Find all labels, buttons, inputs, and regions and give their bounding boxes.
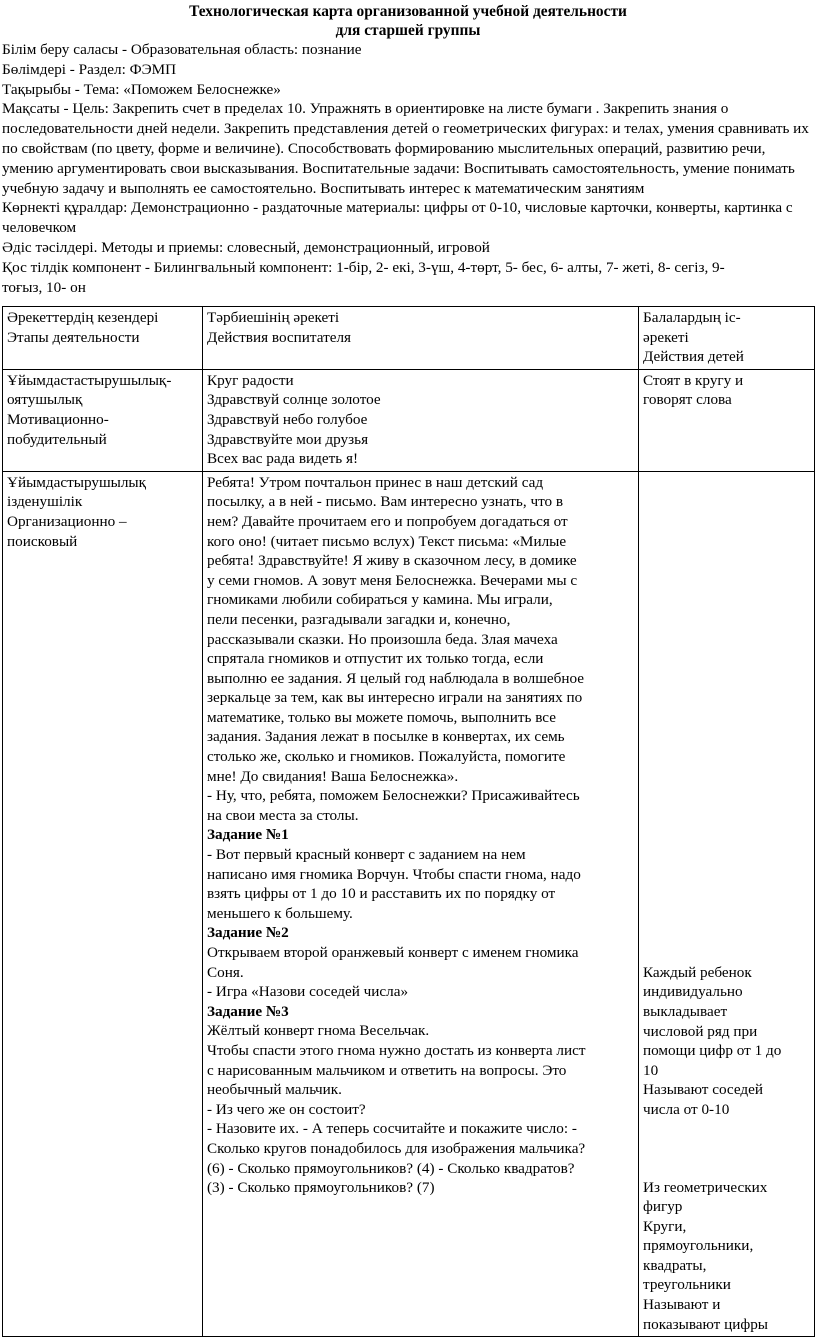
header-children-kz-2: әрекеті [643,328,689,346]
children-spacer [643,473,811,963]
letter-line: у семи гномов. А зовут меня Белоснежка. Вечерами мы с [207,571,578,589]
children-task-1-line: 10 [643,1061,659,1079]
letter-line: мне! До свидания! Ваша Белоснежка». [207,767,459,785]
letter-line: на свои места за столы. [207,806,359,824]
children-task-1-line: индивидуально [643,983,743,1001]
row1-teacher [203,369,639,471]
row1-stage-line: оятушылық [7,391,83,409]
title-line-1: Технологическая карта организованной учебной деятельности [189,3,627,20]
children-task-3-line: Называют и [643,1296,721,1314]
row1-teacher-line: Круг радости [207,371,294,389]
header-children-ru: Действия детей [643,348,744,366]
materials: Көрнекті құралдар: Демонстрационно - раздаточные материалы: цифры от 0-10, числовые карточки, конверты, картинка с человечком [2,199,793,237]
task-3-line: (6) - Сколько прямоугольников? (4) - Сколько квадратов? [207,1159,575,1177]
letter-line: рассказывали сказки. Но произошла беда. Злая мачеха [207,630,558,648]
children-task-1-line: помощи цифр от 1 до [643,1042,782,1060]
section: Бөлімдері - Раздел: ФЭМП [2,60,177,78]
letter-line: кого оно! (читает письмо вслух) Текст письма: «Милые [207,532,567,550]
children-task-3-line: треугольники [643,1276,731,1294]
row1-teacher-line: Всех вас рада видеть я! [207,450,359,468]
task-3-line: - Из чего же он состоит? [207,1100,366,1118]
task-3-line: Чтобы спасти этого гнома нужно достать из конверта лист [207,1041,586,1059]
header-teacher-kz: Тәрбиешінің әрекеті [207,309,340,326]
row1-children-line: говорят слова [643,391,732,409]
title-line-2: для старшей группы [335,22,481,39]
children-task-1-line: числовой ряд при [643,1022,758,1040]
table-header-row [3,307,815,370]
header-stages-kz: Әрекеттердің кезендері [7,309,159,326]
task-2-line: - Игра «Назови соседей числа» [207,983,409,1001]
row1-teacher-line: Здравствуй небо голубое [207,410,368,428]
topic: Тақырыбы - Тема: «Поможем Белоснежке» [2,80,281,98]
table-row-motivational [3,369,815,471]
letter-line: посылку, а в ней - письмо. Вам интересно узнать, что в [207,493,564,511]
row2-stage-line: поисковый [7,532,78,550]
letter-line: гномиками любили собираться у камина. Мы играли, [207,591,553,609]
children-task-3-line: Круги, [643,1217,687,1235]
header-stages-ru: Этапы деятельности [7,328,140,346]
task-3-line: (3) - Сколько прямоугольников? (7) [207,1179,435,1197]
letter-line: зеркальце за тем, как вы интересно играли на занятиях по [207,689,583,707]
row2-teacher [203,471,639,1337]
row1-children-line: Стоят в кругу и [643,371,744,389]
children-task-2-line: Называют соседей [643,1081,763,1099]
task-2-line: Соня. [207,963,244,981]
children-task-3-line: Из геометрических [643,1178,768,1196]
letter-line: задания. Задания лежат в посылке в конвертах, их семь [207,728,565,746]
document-title [2,2,814,40]
task-1-line: - Вот первый красный конверт с заданием на нем [207,846,526,864]
goal: Мақсаты - Цель: Закрепить счет в пределах 10. Упражнять в ориентировке на листе бумаги . Закрепить знания о последовательности дней недели. Закрепить представления детей о геометрических фигурах: и телах, умения сравнивать их по свойствам (по цвету, форме и величине). Способствовать формированию мыслительных операций, развитию речи, умению аргументировать свои высказывания. Воспитательные задачи: Воспитывать самостоятельность, умение понимать учебную задачу и выполнять ее самостоятельно. Воспитывать интерес к математическим занятиям [2,100,809,197]
methods: Әдіс тәсілдері. Методы и приемы: словесный, демонстрационный, игровой [2,238,490,256]
children-task-3-line: квадраты, [643,1256,707,1274]
task-1-title: Задание №1 [207,826,289,844]
header-children [639,307,815,370]
letter-line: - Ну, что, ребята, поможем Белоснежки? Присаживайтесь [207,787,580,805]
letter-line: выполню ее задания. Я целый год наблюдала в волшебное [207,669,585,687]
letter-line: математике, только вы можете помочь, выполнить все [207,708,556,726]
row1-children [639,369,815,471]
task-3-line: - Назовите их. - А теперь сосчитайте и покажите число: - [207,1120,577,1138]
task-1-line: написано имя гномика Ворчун. Чтобы спасти гнома, надо [207,865,581,883]
children-task-2-line: числа от 0-10 [643,1100,730,1118]
educational-area: Білім беру саласы - Образовательная область: познание [2,41,362,58]
row1-stage-line: Ұйымдастастырушылық- [7,371,172,389]
row2-stage-line: Ұйымдастырушылық [7,473,147,491]
header-stages [3,307,203,370]
letter-line: спрятала гномиков и отпустит их только тогда, если [207,650,544,668]
task-2-title: Задание №2 [207,924,289,942]
table-row-organizational [3,471,815,1337]
row1-stage [3,369,203,471]
children-task-3-line: прямоугольники, [643,1237,754,1255]
letter-line: столько же, сколько и гномиков. Пожалуйста, помогите [207,748,566,766]
children-task-3-line: фигур [643,1198,683,1216]
header-children-kz-1: Балалардың іс- [643,309,741,326]
row1-stage-line: Мотивационно- [7,410,109,428]
task-3-line: необычный мальчик. [207,1081,342,1099]
header-teacher [203,307,639,370]
header-teacher-ru: Действия воспитателя [207,328,352,346]
task-1-line: меньшего к большему. [207,904,353,922]
children-spacer [643,1120,811,1178]
bilingual-component-line-2: тоғыз, 10- он [2,278,86,296]
row2-stage-line: Организационно – [7,512,127,530]
row2-children [639,471,815,1337]
task-1-line: взять цифры от 1 до 10 и расставить их по порядку от [207,885,556,903]
task-3-line: с нарисованным мальчиком и ответить на вопросы. Это [207,1061,567,1079]
row2-stage [3,471,203,1337]
letter-line: ребята! Здравствуйте! Я живу в сказочном лесу, в домике [207,552,577,570]
children-task-1-line: выкладывает [643,1002,728,1020]
task-3-line: Сколько кругов понадобилось для изображения мальчика? [207,1139,586,1157]
row1-teacher-line: Здравствуй солнце золотое [207,391,381,409]
row1-teacher-line: Здравствуйте мои друзья [207,430,369,448]
letter-line: пели песенки, разгадывали загадки и, конечно, [207,610,511,628]
row1-stage-line: побудительный [7,430,107,448]
lesson-plan-table [2,306,815,1337]
children-task-1-line: Каждый ребенок [643,963,752,981]
letter-line: нем? Давайте прочитаем его и попробуем догадаться от [207,512,568,530]
children-task-3-line: показывают цифры [643,1315,768,1333]
row2-stage-line: ізденушілік [7,493,83,511]
lesson-meta [2,40,814,297]
letter-line: Ребята! Утром почтальон принес в наш детский сад [207,473,544,491]
document-page [2,2,814,297]
task-3-line: Жёлтый конверт гнома Весельчак. [207,1022,430,1040]
task-2-line: Открываем второй оранжевый конверт с именем гномика [207,944,579,961]
task-3-title: Задание №3 [207,1002,289,1020]
bilingual-component-line-1: Қос тілдік компонент - Билингвальный компонент: 1-бір, 2- екі, 3-үш, 4-төрт, 5- бес, 6- алты, 7- жеті, 8- сегіз, 9- [2,258,725,276]
